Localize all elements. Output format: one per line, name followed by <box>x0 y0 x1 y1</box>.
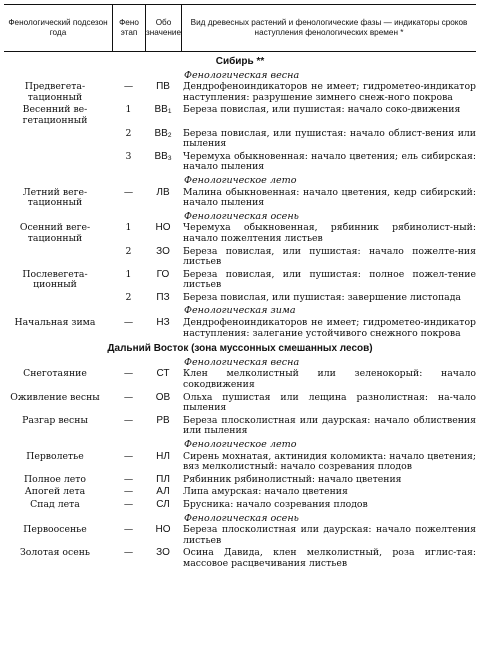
section-title: Сибирь ** <box>215 56 265 67</box>
code-text: ЗО <box>156 245 170 257</box>
description-cell: Дендрофеноиндикаторов не имеет; гидрометео-индикатор наступления: разрушение зимнего снеж-ного покрова <box>183 81 476 103</box>
table-row <box>4 525 476 546</box>
code-cell <box>145 393 181 414</box>
subseason-cell: Летний веге-тационный <box>22 186 88 209</box>
subseason-cell: Весенний ве-гетационный <box>22 104 88 126</box>
table-row <box>4 548 476 569</box>
season-title: Фенологическая осень <box>184 512 299 524</box>
table-row <box>4 270 476 291</box>
subseason-cell: Разгар весны <box>22 414 88 426</box>
code-cell <box>145 247 181 268</box>
subseason-cell: Апогей лета <box>24 486 86 498</box>
code-subscript: 1 <box>167 108 172 116</box>
code-subscript: 2 <box>167 131 172 139</box>
stage-cell: — <box>123 368 134 380</box>
table-row <box>4 223 476 244</box>
phenology-table <box>4 4 476 572</box>
header-subseason: Фенологический подсезон года <box>8 18 108 37</box>
table-row <box>4 152 476 173</box>
subseason-cell <box>4 129 112 150</box>
table-row <box>4 475 476 486</box>
stage-cell: — <box>123 473 134 485</box>
description-cell: Береза повислая, или пушистая: начало облист-вения или пыления <box>183 127 476 150</box>
subseason-cell <box>4 247 112 268</box>
code-cell <box>145 475 181 486</box>
table-row <box>4 188 476 209</box>
stage-cell: 2 <box>125 245 132 257</box>
description-cell: Ольха пушистая или лещина разнолистная: на-чало пыления <box>183 391 476 414</box>
table-header <box>4 4 476 52</box>
description-cell: Брусника: начало созревания плодов <box>183 498 368 510</box>
table-row <box>4 105 476 126</box>
stage-cell: 2 <box>125 291 132 303</box>
subseason-cell: Осенний веге-тационный <box>19 222 91 244</box>
stage-cell: — <box>123 186 134 198</box>
code-cell <box>145 318 181 339</box>
table-row <box>4 487 476 498</box>
stage-cell: — <box>123 391 134 403</box>
code-cell <box>145 82 181 103</box>
description-cell: Дендрофеноиндикаторов не имеет; гидрометео-индикатор наступления: залегание устойчивого снежного покрова <box>183 317 476 339</box>
subseason-cell: Оживление весны <box>10 391 100 403</box>
table-row <box>4 416 476 437</box>
code-cell <box>145 152 181 173</box>
description-cell: Береза плосколистная или даурская: начало пожелтения листьев <box>183 524 476 546</box>
description-cell: Береза повислая, или пушистая: полное пожел-тение листьев <box>183 268 476 291</box>
header-description: Вид древесных растений и фенологические фазы — индикаторы сроков наступления фенологических времен * <box>181 5 476 51</box>
code-text: ОВ <box>155 391 171 403</box>
stage-cell: — <box>123 317 134 329</box>
table-row <box>4 318 476 339</box>
code-text: СТ <box>156 368 170 380</box>
subseason-cell <box>4 293 112 304</box>
description-cell: Черемуха обыкновенная: начало цветения; ель сибирская: начало пыления <box>183 150 476 173</box>
code-text: ПВ <box>156 81 170 93</box>
description-cell: Осина Давида, клен мелколистный, роза иглис-тая: массовое расцвечивания листьев <box>183 547 476 569</box>
stage-cell: 1 <box>125 222 132 234</box>
header-code: Обо значение <box>145 5 181 51</box>
season-title: Фенологическое лето <box>184 174 297 186</box>
stage-cell: — <box>123 547 134 559</box>
code-text: РВ <box>156 414 170 426</box>
description-cell: Малина обыкновенная: начало цветения, кедр сибирский: начало пыления <box>183 186 476 209</box>
code-text: ВВ <box>154 104 168 116</box>
season-title: Фенологическая весна <box>184 69 300 81</box>
stage-cell: — <box>123 486 134 498</box>
description-cell: Береза повислая, или пушистая: начало соко-движения <box>183 104 461 116</box>
code-cell <box>145 487 181 498</box>
season-title: Фенологическая осень <box>184 210 299 222</box>
code-cell <box>145 500 181 511</box>
subseason-cell <box>4 152 112 173</box>
code-text: ПЗ <box>156 291 170 303</box>
code-text: НЗ <box>156 317 170 329</box>
description-cell: Береза повислая, или пушистая: начало пожелте-ния листьев <box>183 245 476 268</box>
description-cell: Клен мелколистный или зеленокорый: начало сокодвижения <box>183 368 476 391</box>
code-text: ЛВ <box>156 186 170 198</box>
season-title: Фенологическая зима <box>184 305 296 317</box>
code-text: ПЛ <box>156 473 170 485</box>
code-cell <box>145 525 181 546</box>
code-cell <box>145 188 181 209</box>
header-stage: Фено этап <box>112 5 145 51</box>
table-row <box>4 293 476 304</box>
season-title: Фенологическая весна <box>184 356 300 368</box>
code-cell <box>145 270 181 291</box>
code-cell <box>145 129 181 150</box>
description-cell: Сирень мохнатая, актинидия коломикта: начало цветения; вяз мелколистный: начало созревания плодов <box>183 450 476 473</box>
code-cell <box>145 548 181 569</box>
code-text: СЛ <box>156 498 170 510</box>
code-text: ВВ <box>154 150 168 162</box>
table-body <box>4 57 476 570</box>
subseason-cell: Спад лета <box>30 498 80 510</box>
section-title: Дальний Восток (зона муссонных смешанных лесов) <box>107 343 373 355</box>
table-row <box>4 393 476 414</box>
description-cell: Липа амурская: начало цветения <box>183 486 348 498</box>
subseason-cell: Предвегета-тационный <box>24 81 86 103</box>
subseason-cell: Перволетье <box>26 450 84 462</box>
code-cell <box>145 223 181 244</box>
code-cell <box>145 105 181 126</box>
stage-cell: 2 <box>125 127 132 139</box>
stage-cell: — <box>123 450 134 462</box>
stage-cell: 1 <box>125 268 132 280</box>
subseason-cell: Золотая осень <box>20 547 90 559</box>
table-row <box>4 129 476 150</box>
stage-cell: — <box>123 498 134 510</box>
code-text: НЛ <box>156 450 170 462</box>
stage-cell: — <box>123 414 134 426</box>
code-cell <box>145 452 181 473</box>
code-subscript: 3 <box>167 154 172 162</box>
table-row <box>4 452 476 473</box>
code-text: ВВ <box>154 127 168 139</box>
stage-cell: — <box>123 524 134 536</box>
subseason-cell: Начальная зима <box>14 317 96 329</box>
subseason-cell: Послевегета-ционный <box>22 268 88 291</box>
description-cell: Рябинник рябинолистный: начало цветения <box>183 473 402 485</box>
code-text: НО <box>155 524 171 536</box>
code-text: ЗО <box>156 547 170 559</box>
code-cell <box>145 293 181 304</box>
stage-cell: 1 <box>125 104 132 116</box>
code-cell <box>145 369 181 390</box>
code-text: НО <box>155 222 171 234</box>
table-row <box>4 369 476 390</box>
stage-cell: — <box>123 81 134 93</box>
subseason-cell: Снеготаяние <box>23 368 87 380</box>
subseason-cell: Полное лето <box>23 473 86 485</box>
description-cell: Береза повислая, или пушистая: завершение листопада <box>183 291 461 303</box>
description-cell: Береза плосколистная или даурская: начало облиствения или пыления <box>183 414 476 437</box>
table-row <box>4 82 476 103</box>
table-row <box>4 500 476 511</box>
code-text: АЛ <box>156 486 170 498</box>
subseason-cell: Первоосенье <box>23 524 87 536</box>
code-cell <box>145 416 181 437</box>
table-row <box>4 247 476 268</box>
code-text: ГО <box>156 268 170 280</box>
stage-cell: 3 <box>125 150 132 162</box>
season-title: Фенологическое лето <box>184 439 297 450</box>
description-cell: Черемуха обыкновенная, рябинник рябинолист-ный: начало пожелтения листьев <box>183 222 476 244</box>
